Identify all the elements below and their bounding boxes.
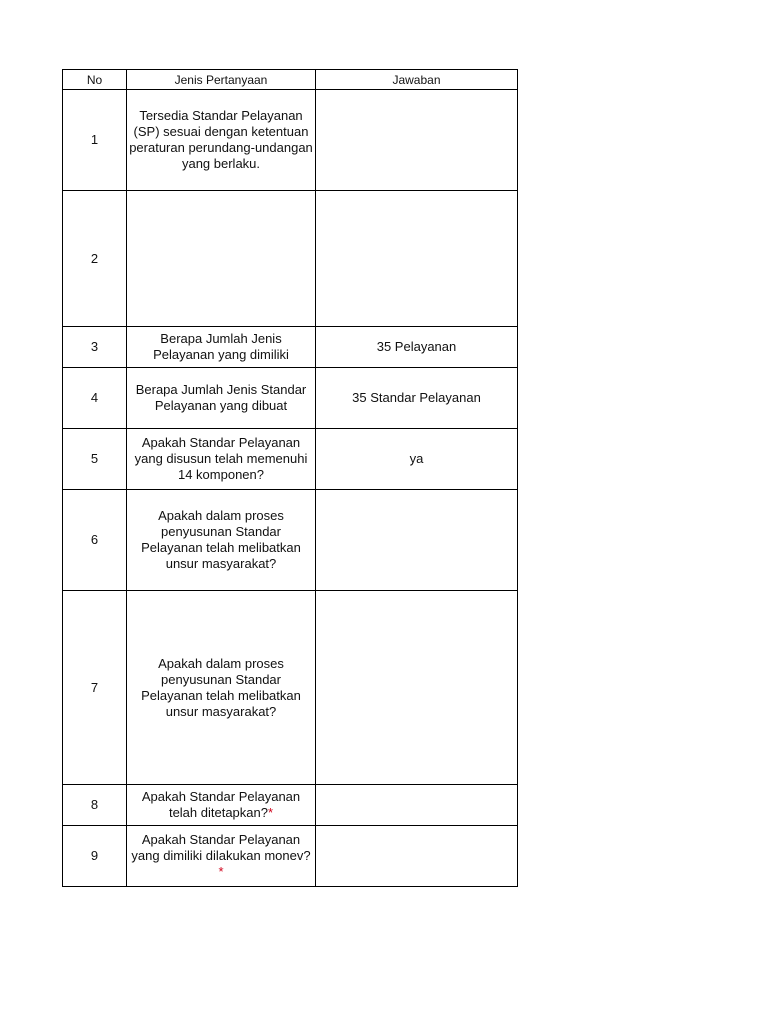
row-number: 6 — [63, 490, 127, 591]
answer-cell[interactable]: 35 Pelayanan — [316, 327, 518, 368]
question-text: Apakah Standar Pelayanan yang disusun telah memenuhi 14 komponen? — [134, 435, 308, 482]
answer-cell[interactable] — [316, 591, 518, 785]
question-cell — [127, 368, 316, 429]
table-row — [63, 785, 518, 826]
question-cell — [127, 327, 316, 368]
question-text: Tersedia Standar Pelayanan (SP) sesuai dengan ketentuan peraturan perundang-undangan yang berlaku. — [129, 108, 313, 171]
table-row — [63, 90, 518, 191]
header-answer: Jawaban — [316, 70, 518, 90]
row-number: 3 — [63, 327, 127, 368]
answer-cell[interactable] — [316, 785, 518, 826]
required-asterisk: * — [267, 805, 274, 820]
row-number: 4 — [63, 368, 127, 429]
question-cell — [127, 591, 316, 785]
row-number: 8 — [63, 785, 127, 826]
question-cell — [127, 429, 316, 490]
row-number: 9 — [63, 826, 127, 887]
table-row — [63, 327, 518, 368]
question-text: Berapa Jumlah Jenis Standar Pelayanan yang dibuat — [135, 382, 307, 413]
answer-cell[interactable]: 35 Standar Pelayanan — [316, 368, 518, 429]
question-text: Berapa Jumlah Jenis Pelayanan yang dimiliki — [153, 331, 289, 362]
header-question: Jenis Pertanyaan — [127, 70, 316, 90]
question-text: Apakah Standar Pelayanan telah ditetapkan? — [141, 789, 301, 820]
questionnaire-table — [62, 69, 518, 887]
question-text: Apakah dalam proses penyusunan Standar Pelayanan telah melibatkan unsur masyarakat? — [141, 508, 301, 571]
answer-cell[interactable] — [316, 826, 518, 887]
answer-cell[interactable] — [316, 90, 518, 191]
table-row — [63, 368, 518, 429]
question-text: Apakah Standar Pelayanan yang dimiliki dilakukan monev? — [131, 832, 311, 863]
row-number: 5 — [63, 429, 127, 490]
answer-cell[interactable] — [316, 191, 518, 327]
table-row — [63, 191, 518, 327]
row-number: 2 — [63, 191, 127, 327]
required-asterisk: * — [218, 864, 224, 879]
table-header-row — [63, 70, 518, 90]
question-cell — [127, 90, 316, 191]
row-number: 1 — [63, 90, 127, 191]
header-no: No — [63, 70, 127, 90]
question-cell — [127, 191, 316, 327]
question-cell — [127, 490, 316, 591]
table-row — [63, 429, 518, 490]
table-row — [63, 591, 518, 785]
question-cell — [127, 826, 316, 887]
row-number: 7 — [63, 591, 127, 785]
question-text: Apakah dalam proses penyusunan Standar Pelayanan telah melibatkan unsur masyarakat? — [141, 655, 301, 719]
answer-cell[interactable]: ya — [316, 429, 518, 490]
question-cell — [127, 785, 316, 826]
table-row — [63, 490, 518, 591]
table-row — [63, 826, 518, 887]
answer-cell[interactable] — [316, 490, 518, 591]
